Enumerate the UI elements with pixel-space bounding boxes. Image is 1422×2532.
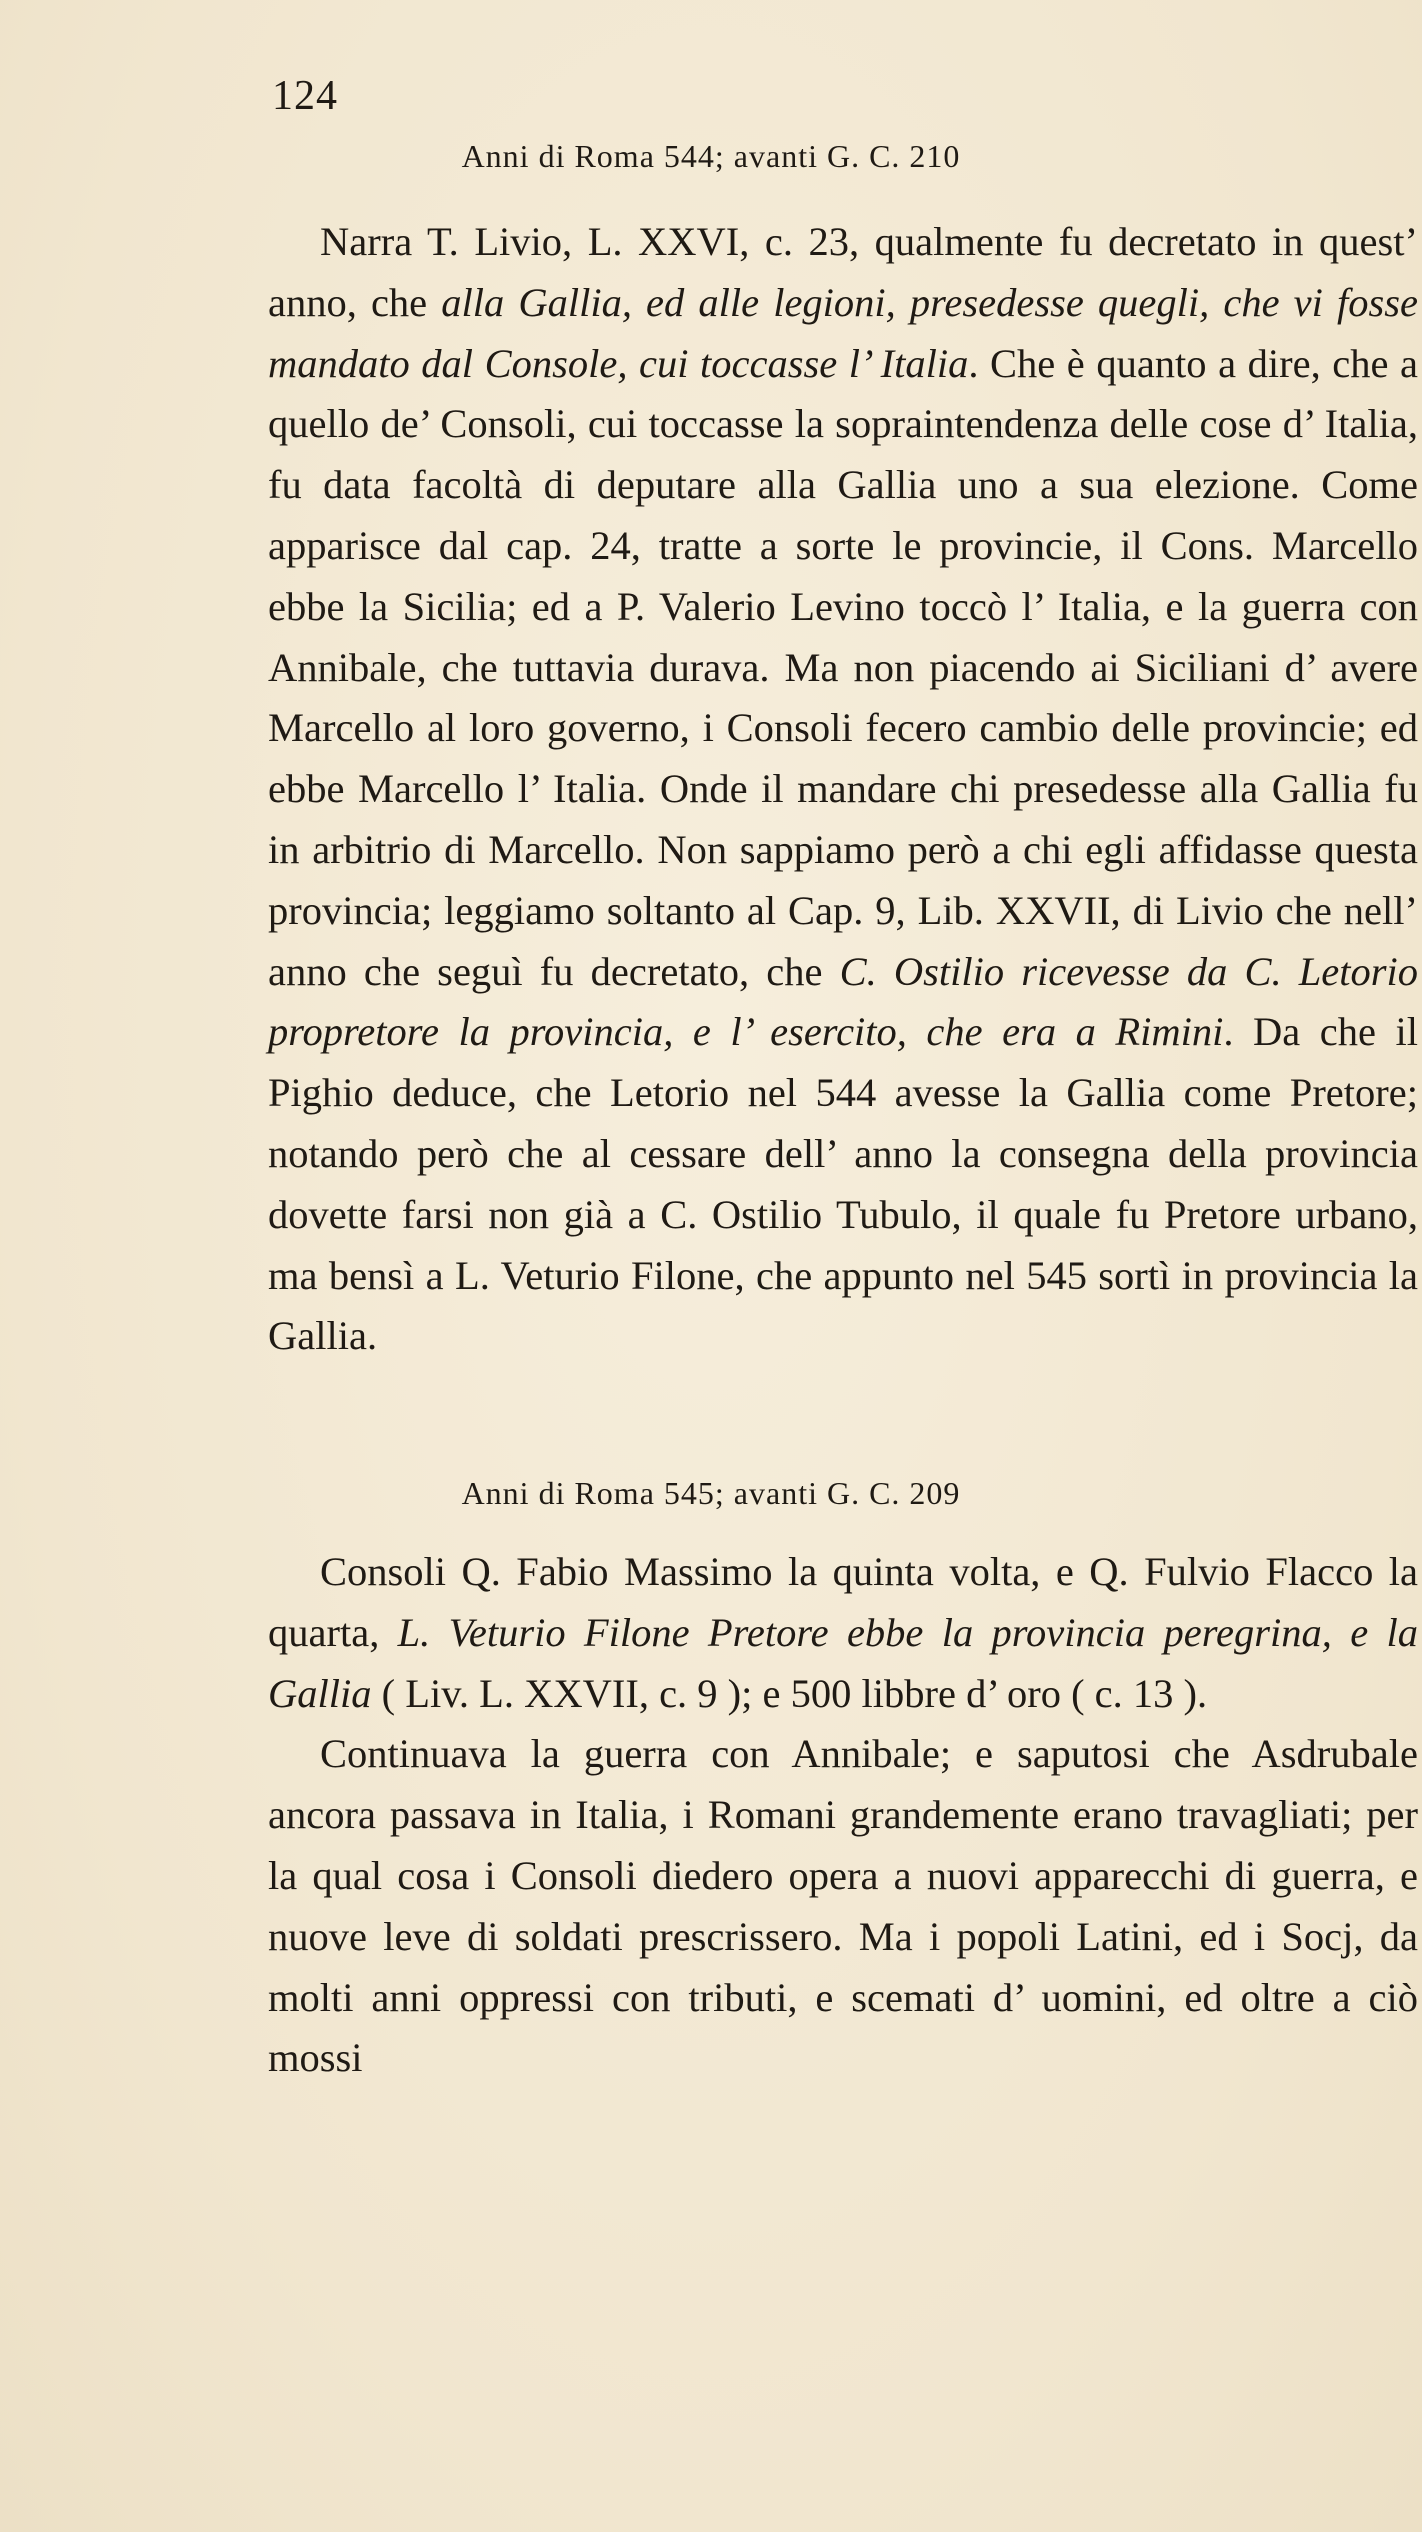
section-545-body — [268, 1542, 1418, 2089]
italic-text-run: L. Veturio Filone Pretore ebbe la provincia peregrina, e la Gallia — [268, 1609, 1419, 1716]
text-run: . Da che il Pighio deduce, che Letorio nel 544 avesse la Gallia come Pretore; notando però che al cessare dell’ anno la consegna della provincia dovette farsi non già a C. Ostilio Tubulo, il quale fu Pretore urbano, ma bensì a L. Veturio Filone, che appunto nel 545 sortì in provincia la Gallia. — [268, 1009, 1418, 1359]
paragraph — [268, 212, 1418, 1367]
text-run: . Che è quanto a dire, che a quello de’ Consoli, cui toccasse la sopraintendenza delle cose d’ Italia, fu data facoltà di deputare alla Gallia uno a sua elezione. Come apparisce dal cap. 24, tratte a sorte le provincie, il Cons. Marcello ebbe la Sicilia; ed a P. Valerio Levino toccò l’ Italia, e la guerra con Annibale, che tuttavia durava. Ma non piacendo ai Siciliani d’ avere Marcello al loro governo, i Consoli fecero cambio delle provincie; ed ebbe Marcello l’ Italia. Onde il mandare chi presedesse alla Gallia fu in arbitrio di Marcello. Non sappiamo però a chi egli affidasse questa provincia; leggiamo soltanto al Cap. 9, Lib. XXVII, di Livio che nell’ anno che seguì fu decretato, che — [268, 340, 1418, 994]
text-run: Narra T. Livio, L. XXVI, c. 23, qualmente fu decretato in quest’ anno, che — [268, 219, 1418, 325]
section-544-body — [268, 212, 1418, 1367]
section-header-545: Anni di Roma 545; avanti G. C. 209 — [461, 1475, 961, 1511]
paragraph — [268, 1542, 1418, 1724]
italic-text-run: C. Ostilio ricevesse da C. Letorio propretore la provincia, e l’ esercito, che era a Rimini — [268, 948, 1418, 1055]
italic-text-run: alla Gallia, ed alle legioni, presedesse quegli, che vi fosse mandato dal Console, cui toccasse l’ Italia — [268, 279, 1418, 386]
section-header-544: Anni di Roma 544; avanti G. C. 210 — [461, 138, 961, 174]
paragraph — [268, 1724, 1418, 2089]
page-number: 124 — [272, 73, 338, 119]
text-run: Continuava la guerra con Annibale; e saputosi che Asdrubale ancora passava in Italia, i Romani grandemente erano travagliati; per la qual cosa i Consoli diedero opera a nuovi apparecchi di guerra, e nuove leve di soldati prescrissero. Ma i popoli Latini, ed i Socj, da molti anni oppressi con tributi, e scemati d’ uomini, ed oltre a ciò mossi — [268, 1731, 1418, 2081]
text-run: ( Liv. L. XXVII, c. 9 ); e 500 libbre d’ oro ( c. 13 ). — [371, 1670, 1208, 1716]
text-run: Consoli Q. Fabio Massimo la quinta volta, e Q. Fulvio Flacco la quarta, — [268, 1549, 1418, 1655]
